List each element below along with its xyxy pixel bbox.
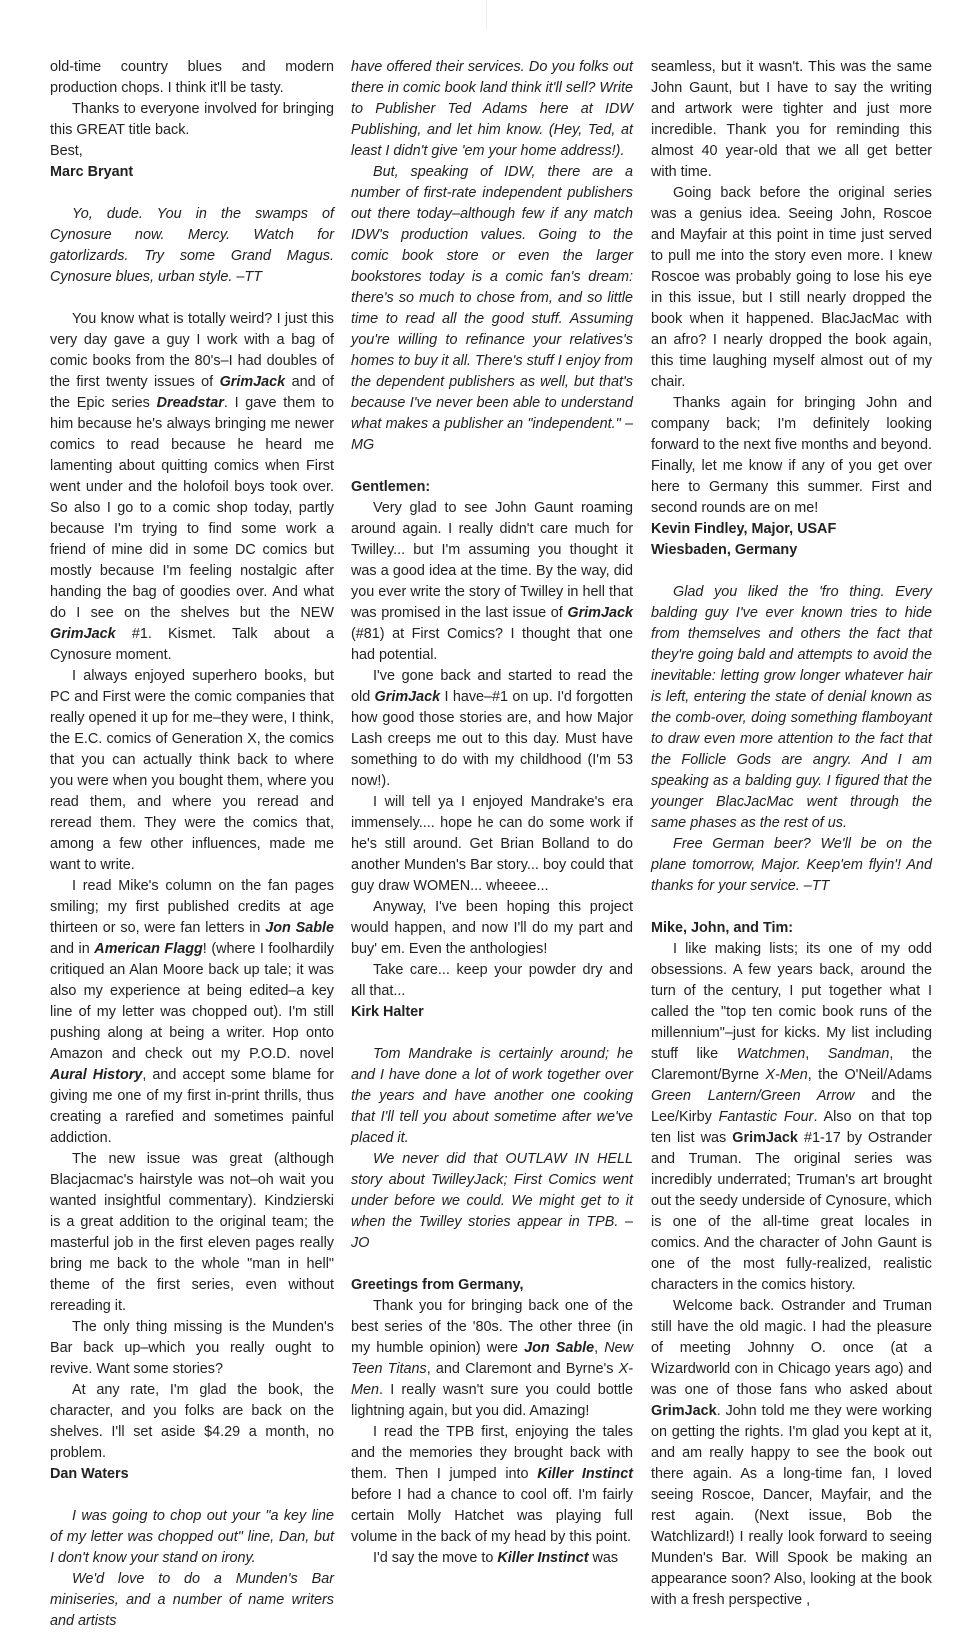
text-run: . I gave them to him because he's always bringing me newer comics to read because he heard me lamenting about quitting comics when First went under and the holofoil boys took over. So also I go to a comic shop today, partly because I'm trying to find some work a friend of mine did in some DC comics but mostly because I'm feeling nostalgic after handing the bag of goodies over. And what do I see on the shelves but the NEW [50, 395, 334, 621]
text-run: (#81) at First Comics? I thought that one had potential. [351, 626, 633, 663]
letter-signature [351, 1002, 633, 1023]
text-run: We'd love to do a Munden's Bar miniseries, and a number of name writers and artists [50, 1571, 334, 1629]
text-run: Gentlemen: [351, 479, 431, 495]
text-run: Marc Bryant [50, 164, 134, 180]
text-run: Thanks to everyone involved for bringing this GREAT title back. [50, 101, 334, 138]
letter-salutation [351, 1275, 633, 1296]
editor-reply-paragraph [651, 834, 932, 897]
text-run: Thank you for bringing back one of the best series of the '80s. The other three (in my humble opinion) were [351, 1298, 633, 1356]
editor-reply-paragraph [351, 1044, 633, 1149]
editor-reply-paragraph [50, 1569, 334, 1632]
text-run: Take care... keep your powder dry and all that... [351, 962, 633, 999]
text-run: #1. Kismet. Talk about a Cynosure moment. [50, 626, 334, 663]
page-fold-line [486, 0, 487, 30]
text-run: But, speaking of IDW, there are a number of first-rate independent publishers out there today–although few if any match IDW's production values. Going to the comic book store or even the larger bookstores today is a comic fan's dream: there's so much to chose from, and so little time to read all the good stuff. Assuming you're willing to refinance your relatives's homes to buy it all. There's stuff I enjoy from the dependent publishers as well, but that's because I've never been able to understand what makes a publisher an "independent." –MG [351, 164, 633, 453]
editor-reply-paragraph [351, 162, 633, 456]
letter-paragraph [651, 57, 932, 183]
text-run: , and accept some blame for giving me one of my first in-print thrills, thus creating a rarefied and sometimes painful addiction. [50, 1067, 334, 1146]
title-reference: GrimJack [374, 689, 441, 705]
title-reference: X-Men [765, 1067, 808, 1083]
title-reference: GrimJack [219, 374, 286, 390]
text-run: . John told me they were working on getting the rights. I'm glad you kept at it, and am really happy to see the book out there again. As a long-time fan, I loved seeing Roscoe, Dancer, Mayfair, and the rest again. (Next issue, Bob the Watchlizard!) I really look forward to seeing Munden's Bar. Will Spook be making an appearance soon? Also, looking at the book with a fresh perspective , [651, 1403, 932, 1608]
text-run: and the Lee/Kirby [651, 1088, 933, 1125]
letter-paragraph [50, 876, 334, 1149]
letter-paragraph [50, 1149, 334, 1317]
text-run: before I had a chance to cool off. I'm fairly certain Molly Hatchet was playing full volume in the back of my head by this point. [351, 1487, 633, 1545]
text-run: was [588, 1550, 619, 1566]
editor-reply-paragraph [50, 1506, 334, 1569]
text-run: Anyway, I've been hoping this project would happen, and now I'll do my part and buy' em. Even the anthologies! [351, 899, 633, 957]
text-run: We never did that OUTLAW IN HELL story about TwilleyJack; First Comics went under before we could. We might get to it when the Twilley stories appear in TPB. –JO [351, 1151, 633, 1251]
text-run: I read the TPB first, enjoying the tales and the memories they brought back with them. Then I jumped into [351, 1424, 633, 1482]
text-run: . Also on that top ten list was [651, 1109, 932, 1146]
text-run: , the Claremont/Byrne [651, 1046, 932, 1083]
letter-paragraph [351, 498, 633, 666]
title-reference: Watchmen [736, 1046, 806, 1062]
text-run: The new issue was great (although Blacjacmac's hairstyle was not–oh wait you wanted insightful commentary). Kindzierski is a great addition to the original team; the masterful job in the first eleven pages really bring me back to the whole "man in hell" theme of the first series, even without rereading it. [50, 1151, 334, 1314]
letter-salutation [351, 477, 633, 498]
text-run: I will tell ya I enjoyed Mandrake's era immensely.... hope he can do some work if he's still around. Get Brian Bolland to do another Munden's Bar story... boy could that guy draw WOMEN... wheeee... [351, 794, 633, 894]
text-run: Tom Mandrake is certainly around; he and I have done a lot of work together over the years and have another one cooking that I'll tell you about sometime after we've placed it. [351, 1046, 633, 1146]
text-run: seamless, but it wasn't. This was the same John Gaunt, but I have to say the writing and artwork were tighter and just more incredible. Thank you for reminding this almost 40 year-old that we all get better with time. [651, 59, 932, 180]
text-run: Kirk Halter [351, 1004, 424, 1020]
letter-signature [651, 519, 932, 540]
letter-signature [651, 540, 932, 561]
title-reference: GrimJack [567, 605, 633, 621]
letter-paragraph [351, 897, 633, 960]
title-reference: Killer Instinct [497, 1550, 589, 1566]
letters-column-2 [351, 57, 633, 1566]
text-run: , the O'Neil/Adams [807, 1067, 932, 1083]
title-reference: GrimJack [651, 1403, 717, 1419]
letter-paragraph [50, 309, 334, 666]
text-run: Welcome back. Ostrander and Truman still have the old magic. I had the pleasure of meeting Johnny O. once (at a Wizardworld con in Chicago years ago) and was one of those fans who asked about [651, 1298, 932, 1398]
text-run: I have–#1 on up. I'd forgotten how good those stories are, and how Major Lash creeps me out to this day. Must have something to do with my childhood (I'm 53 now!). [351, 689, 633, 789]
title-reference: Jon Sable [265, 920, 334, 936]
title-reference: New Teen Titans [351, 1340, 633, 1377]
letter-paragraph [651, 939, 932, 1296]
title-reference: Jon Sable [524, 1340, 595, 1356]
text-run: I read Mike's column on the fan pages smiling; my first published credits at age thirteen or so, were fan letters in [50, 878, 334, 936]
letter-paragraph [651, 1296, 932, 1611]
text-run: ! (where I foolhardily critiqued an Alan Moore back up tale; it was also my experience at being edited–a key line of my letter was chopped out). I'm still pushing along at being a writer. Hop onto Amazon and check out my P.O.D. novel [50, 941, 334, 1062]
text-run: At any rate, I'm glad the book, the character, and you folks are back on the shelves. I'll set aside $4.29 a month, no problem. [50, 1382, 334, 1461]
editor-reply-paragraph [351, 1149, 633, 1254]
letter-paragraph [50, 99, 334, 141]
letter-paragraph [351, 1422, 633, 1548]
letter-paragraph [351, 666, 633, 792]
text-run: I always enjoyed superhero books, but PC and First were the comic companies that really opened it up for me–they were, I think, the E.C. comics of Generation X, the comics that you can actually think back to where you were when you bought them, where you read them, and where you reread and reread them. They were the comics that, among a few other influences, made me want to write. [50, 668, 334, 873]
title-reference: X-Men [351, 1361, 633, 1398]
letter-paragraph [50, 57, 334, 99]
text-run: Mike, John, and Tim: [651, 920, 794, 936]
text-run: The only thing missing is the Munden's Bar back up–which you really ought to revive. Want some stories? [50, 1319, 334, 1377]
text-run: . I really wasn't sure you could bottle lightning again, but you did. Amazing! [351, 1382, 633, 1419]
title-reference: Killer Instinct [537, 1466, 633, 1482]
letter-salutation [651, 918, 932, 939]
text-run: Greetings from Germany, [351, 1277, 524, 1293]
text-run: , and Claremont and Byrne's [426, 1361, 619, 1377]
text-run: I've gone back and started to read the old [351, 668, 633, 705]
text-run: Thanks again for bringing John and company back; I'm definitely looking forward to the next five months and beyond. Finally, let me know if any of you get over here to Germany this summer. First and second rounds are on me! [651, 395, 932, 516]
text-run: You know what is totally weird? I just this very day gave a guy I work with a bag of comic books from the 80's–I had doubles of the first twenty issues of [50, 311, 334, 390]
letter-paragraph [50, 666, 334, 876]
text-run: , [805, 1046, 828, 1062]
title-reference: Dreadstar [156, 395, 224, 411]
letter-paragraph [50, 141, 334, 162]
editor-reply-paragraph [50, 204, 334, 288]
letters-column-3 [651, 57, 933, 1608]
text-run: Kevin Findley, Major, USAF [651, 521, 837, 537]
text-run: #1-17 by Ostrander and Truman. The original series was incredibly underrated; Truman's art brought out the seedy underside of Cynosure, which is one of the all-time great locales in comics. And the character of John Gaunt is one of the most fully-realized, realistic characters in the comics history. [651, 1130, 932, 1293]
text-run: I'd say the move to [373, 1550, 498, 1566]
text-run: have offered their services. Do you folks out there in comic book land think it'll sell? Write to Publisher Ted Adams here at IDW Publishing, and let him know. (Hey, Ted, at least I didn't give 'em your home address!). [351, 59, 633, 159]
text-run: I was going to chop out your "a key line of my letter was chopped out" line, Dan, but I don't know your stand on irony. [50, 1508, 334, 1566]
text-run: Very glad to see John Gaunt roaming around again. I really didn't care much for Twilley... but I'm assuming you thought it was a good idea at the time. By the way, did you ever write the story of Twilley in hell that was promised in the last issue of [351, 500, 633, 621]
text-run: Free German beer? We'll be on the plane tomorrow, Major. Keep'em flyin'! And thanks for your service. –TT [651, 836, 932, 894]
text-run: and in [50, 941, 95, 957]
letter-paragraph [351, 960, 633, 1002]
letter-paragraph [651, 393, 932, 519]
editor-reply-paragraph [351, 57, 633, 162]
text-run: and of the Epic series [50, 374, 334, 411]
title-reference: Aural History [50, 1067, 143, 1083]
editor-reply-paragraph [651, 582, 932, 834]
text-run: Going back before the original series was a genius idea. Seeing John, Roscoe and Mayfair at this point in time just served to pull me into the story even more. I knew Roscoe was probably going to lose his eye in this issue, but I still nearly dropped the book when it happened. BlacJacMac with an afro? I nearly dropped the book again, this time laughing myself almost out of my chair. [651, 185, 932, 390]
text-run: , [594, 1340, 605, 1356]
letter-paragraph [50, 1317, 334, 1380]
title-reference: Green Lantern/Green Arrow [651, 1088, 855, 1104]
title-reference: GrimJack [732, 1130, 798, 1146]
text-run: Yo, dude. You in the swamps of Cynosure now. Mercy. Watch for gatorlizards. Try some Grand Magus. Cynosure blues, urban style. –TT [50, 206, 334, 285]
text-run: Dan Waters [50, 1466, 129, 1482]
letter-paragraph [651, 183, 932, 393]
letter-paragraph [351, 1296, 633, 1422]
letters-column-1 [50, 57, 334, 1629]
letter-signature [50, 1464, 334, 1485]
title-reference: Fantastic Four [718, 1109, 814, 1125]
text-run: Wiesbaden, Germany [651, 542, 798, 558]
text-run: I like making lists; its one of my odd obsessions. A few years back, around the turn of the century, I put together what I called the "top ten comic book runs of the millennium"–just for kicks. My list including stuff like [651, 941, 932, 1062]
text-run: old-time country blues and modern production chops. I think it'll be tasty. [50, 59, 334, 96]
letter-signature [50, 162, 334, 183]
letter-paragraph [351, 1548, 633, 1569]
text-run: Glad you liked the 'fro thing. Every balding guy I've ever known tries to hide from themselves and others the fact that they're going bald and attempts to avoid the inevitable: letting grow longer whatever hair is left, entering the state of denial known as the comb-over, doing something flamboyant to draw even more attention to the fact that the Follicle Gods are angry. And I am speaking as a balding guy. I figured that the younger BlacJacMac went through the same phases as the rest of us. [651, 584, 932, 831]
letter-paragraph [50, 1380, 334, 1464]
title-reference: GrimJack [50, 626, 116, 642]
title-reference: Sandman [827, 1046, 890, 1062]
letter-paragraph [351, 792, 633, 897]
text-run: Best, [50, 143, 83, 159]
title-reference: American Flagg [94, 941, 203, 957]
